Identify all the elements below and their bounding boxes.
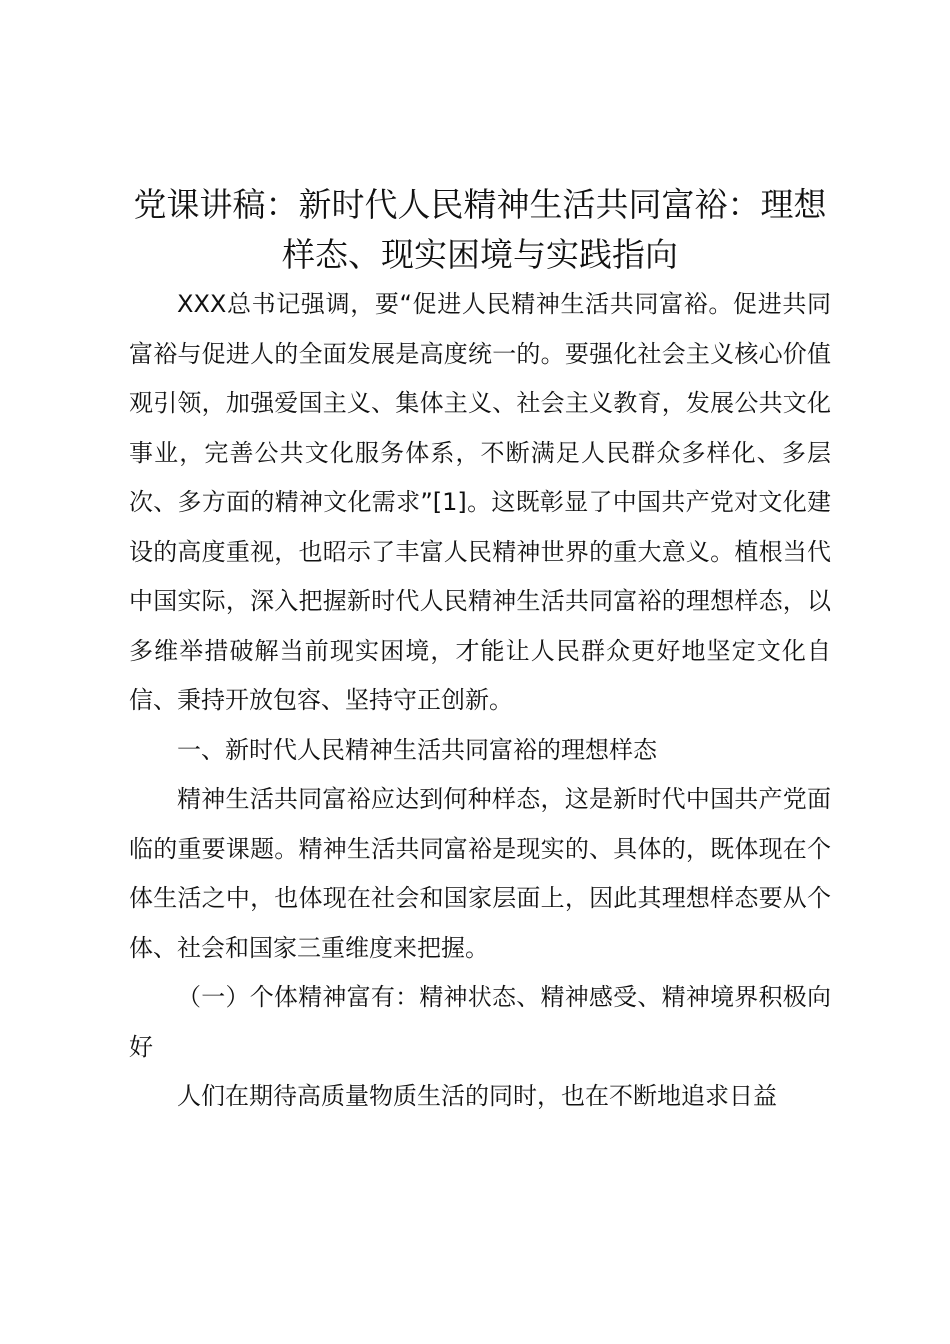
document-title: 党课讲稿：新时代人民精神生活共同富裕：理想样态、现实困境与实践指向 xyxy=(133,185,827,274)
section-heading-1: 一、新时代人民精神生活共同富裕的理想样态 xyxy=(177,735,657,764)
document-body xyxy=(129,180,831,1122)
subsection-1-paragraph: 人们在期待高质量物质生活的同时，也在不断地追求日益 xyxy=(177,1082,777,1110)
intro-paragraph: XXX总书记强调，要“促进人民精神生活共同富裕。促进共同富裕与促进人的全面发展是高度统一的。要强化社会主义核心价值观引领，加强爱国主义、集体主义、社会主义教育，发展公共文化事业，完善公共文化服务体系，不断满足人民群众多样化、多层次、多方面的精神文化需求”[1]。这既彰显了中国共产党对文化建设的高度重视，也昭示了丰富人民精神世界的重大意义。植根当代中国实际，深入把握新时代人民精神生活共同富裕的理想样态，以多维举措破解当前现实困境，才能让人民群众更好地坚定文化自信、秉持开放包容、坚持守正创新。 xyxy=(129,290,831,714)
section-1-paragraph: 精神生活共同富裕应达到何种样态，这是新时代中国共产党面临的重要课题。精神生活共同富裕是现实的、具体的，既体现在个体生活之中，也体现在社会和国家层面上，因此其理想样态要从个体、社会和国家三重维度来把握。 xyxy=(129,785,831,962)
subsection-heading-1: （一）个体精神富有：精神状态、精神感受、精神境界积极向好 xyxy=(129,983,831,1061)
